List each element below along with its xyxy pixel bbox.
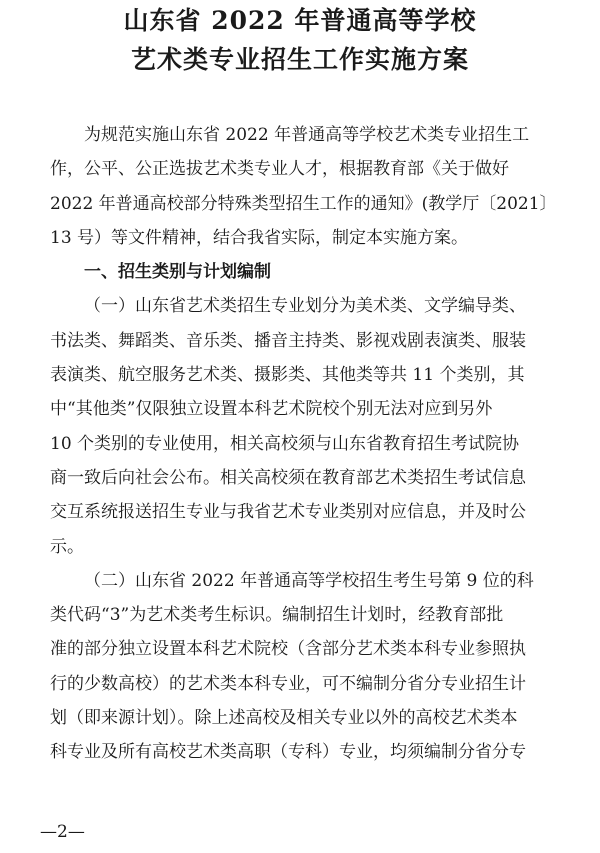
paragraph-1-line: 示。 [50,536,84,557]
paragraph-2-line: 科专业及所有高校艺术类高职（专科）专业，均须编制分省分专 [50,742,526,763]
paragraph-2-line: 准的部分独立设置本科艺术院校（含部分艺术类本科专业参照执 [50,639,526,660]
document-body [50,118,590,770]
document-title-line-1: 山东省 2022 年普通高等学校 [123,6,477,35]
paragraph-1-line: 交互系统报送招生专业与我省艺术专业类别对应信息，并及时公 [50,502,526,523]
intro-line: 13 号）等文件精神，结合我省实际，制定本实施方案。 [50,227,469,248]
intro-line: 2022 年普通高校部分特殊类型招生工作的通知》(教学厅〔2021〕 [50,193,557,214]
paragraph-1-line: 表演类、航空服务艺术类、摄影类、其他类等共 11 个类别，其 [50,365,525,386]
intro-line: 为规范实施山东省 2022 年普通高等学校艺术类专业招生工 [84,125,530,145]
page-number: —2— [40,822,85,842]
document-title-line-2: 艺术类专业招生工作实施方案 [130,45,469,74]
paragraph-1-line: 商一致后向社会公布。相关高校须在教育部艺术类招生考试信息 [50,467,526,488]
paragraph-2-line: 划（即来源计划）。除上述高校及相关专业以外的高校艺术类本 [50,708,518,729]
paragraph-1-line: 10 个类别的专业使用，相关高校须与山东省教育招生考试院协 [50,433,520,454]
paragraph-2-line: （二）山东省 2022 年普通高等学校招生考生号第 9 位的科 [84,570,534,591]
paragraph-1-line: 书法类、舞蹈类、音乐类、播音主持类、影视戏剧表演类、服装 [50,330,526,351]
paragraph-1-line: 中“其他类”仅限独立设置本科艺术院校个别无法对应到另外 [50,399,493,420]
paragraph-2-line: 类代码“3”为艺术类考生标识。编制招生计划时，经教育部批 [50,605,504,626]
paragraph-1-line: （一）山东省艺术类招生专业划分为美术类、文学编导类、 [84,296,526,317]
paragraph-2-line: 行的少数高校）的艺术类本科专业，可不编制分省分专业招生计 [50,673,526,694]
intro-line: 作，公平、公正选拔艺术类专业人才，根据教育部《关于做好 [50,159,509,180]
section-heading: 一、招生类别与计划编制 [84,262,271,283]
